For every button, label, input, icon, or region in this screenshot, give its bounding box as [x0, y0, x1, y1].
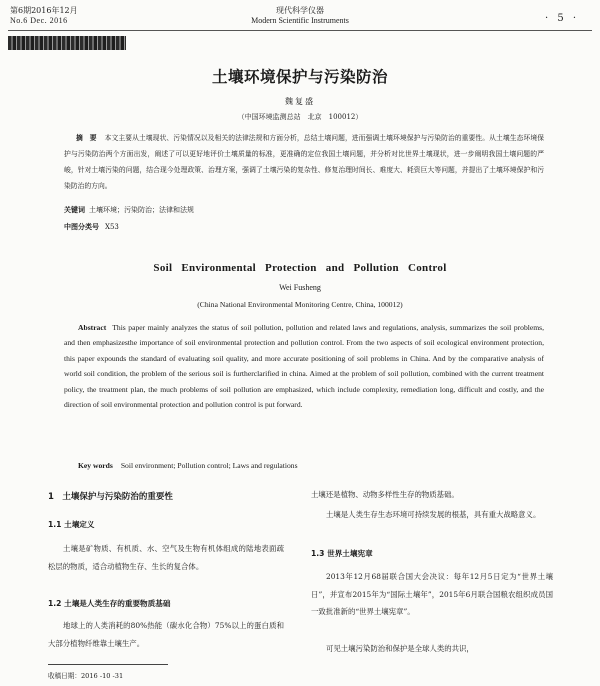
footnote-rule	[48, 664, 168, 665]
section-1-heading: 1 土壤保护与污染防治的重要性	[48, 492, 173, 502]
abstract-cn-text: 本文主要从土壤现状、污染情况以及相关的法律法规和方面分析，总结土壤问题，进而强调土壤环境保护与污染防治的重要性。从土壤生态环境保护与污染防治两个方面出发，阐述了可以更好地评价土壤质量的标准，更准确的定位我国土壤问题，并分析对比世界土壤现状，进一步阐明我国土壤问题的严峻，针对土壤污染的问题，结合现今处理政策、治理方案，强调了土壤污染的复杂性、修复治理时间长、难度大、耗资巨大等问题，并提出了土壤环境保护和污染防治的方向。	[64, 134, 545, 190]
page-number: · 5 ·	[545, 13, 580, 24]
author-cn: 魏复盛	[285, 97, 315, 106]
affiliation-cn: （中国环境监测总站 北京 100012）	[237, 113, 363, 121]
subsection-1-1: 1.1 土壤定义	[48, 520, 95, 529]
paragraph-strategic: 土壤是人类生存生态环境可持续发展的根基，具有重大战略意义。	[326, 510, 541, 519]
title-en: Soil Environmental Protection and Pollution Control	[153, 262, 447, 274]
issue-en: No.6 Dec. 2016	[10, 16, 68, 25]
paragraph-consensus: 可见土壤污染防治和保护是全球人类的共识，	[326, 644, 474, 653]
received-date: 收稿日期：2016 -10 -31	[48, 672, 124, 680]
keywords-cn-label: 关键词	[64, 205, 85, 214]
journal-cn: 现代科学仪器	[276, 6, 324, 15]
subsection-1-3: 1.3 世界土壤宪章	[311, 549, 373, 558]
header-rule	[8, 30, 592, 31]
affiliation-en: (China National Environmental Monitoring Centre, China, 100012)	[197, 300, 403, 309]
abstract-cn-label: 摘 要	[76, 134, 97, 142]
decorative-strip	[8, 36, 126, 50]
keywords-en	[78, 458, 544, 473]
author-en: Wei Fusheng	[279, 283, 321, 292]
abstract-cn	[64, 130, 544, 194]
paragraph-biodiversity: 土壤还是植物、动物多样性生存的物质基础。	[311, 490, 459, 499]
clc-label: 中图分类号	[64, 222, 99, 231]
keywords-en-text: Soil environment; Pollution control; Laws and regulations	[120, 461, 298, 470]
clc-value: X53	[105, 223, 119, 231]
title-cn: 土壤环境保护与污染防治	[211, 68, 388, 86]
keywords-cn-text: 土壤环境；污染防治；法律和法规	[89, 206, 194, 214]
abstract-en-text: This paper mainly analyzes the status of soil pollution, pollution and related laws and regulations, analysis, summarizes the soil problems, and then emphasizesthe importance of soil environmental protection and pollution control. From the two aspects of soil ecological environment protection, this paper expounds the standard of evaluating soil quality, and more accurate positioning of soil problems in China. And by the comparative analysis of world soil condition, the problem of the serious soil is furtherclarified in china. Aimed at the problem of soil pollution, combined with the current treatment policy, the treatment plan, the much problems of soil pollution are emphasized, which include complexity, remediation long, difficult and costly, and the direction of soil environmental protection and pollution control is put forward.	[64, 323, 544, 410]
keywords-en-label: Key words	[78, 461, 113, 470]
paragraph-soil-foundation: 地球上的人类消耗的80%热能（碳水化合物）75%以上的蛋白质和大部分植物纤维靠土壤生产。	[48, 621, 284, 648]
abstract-en-label: Abstract	[78, 323, 107, 332]
journal-en: Modern Scientific Instruments	[251, 16, 349, 25]
paragraph-soil-definition: 土壤是矿物质、有机质、水、空气及生物有机体组成的陆地表面疏松层的物质，适合动植物生存、生长的复合体。	[48, 544, 284, 571]
issue-cn: 第6期2016年12月	[10, 6, 78, 15]
abstract-en	[64, 320, 544, 412]
paragraph-soil-charter: 2013年12月68届联合国大会决议：每年12月5日定为“世界土壤日”，并宣布2015年为“国际土壤年”，2015年6月联合国粮农组织成员国一致批准新的“世界土壤宪章”。	[311, 572, 553, 616]
clc-number	[64, 220, 544, 234]
subsection-1-2: 1.2 土壤是人类生存的重要物质基础	[48, 599, 171, 608]
keywords-cn	[64, 203, 544, 217]
